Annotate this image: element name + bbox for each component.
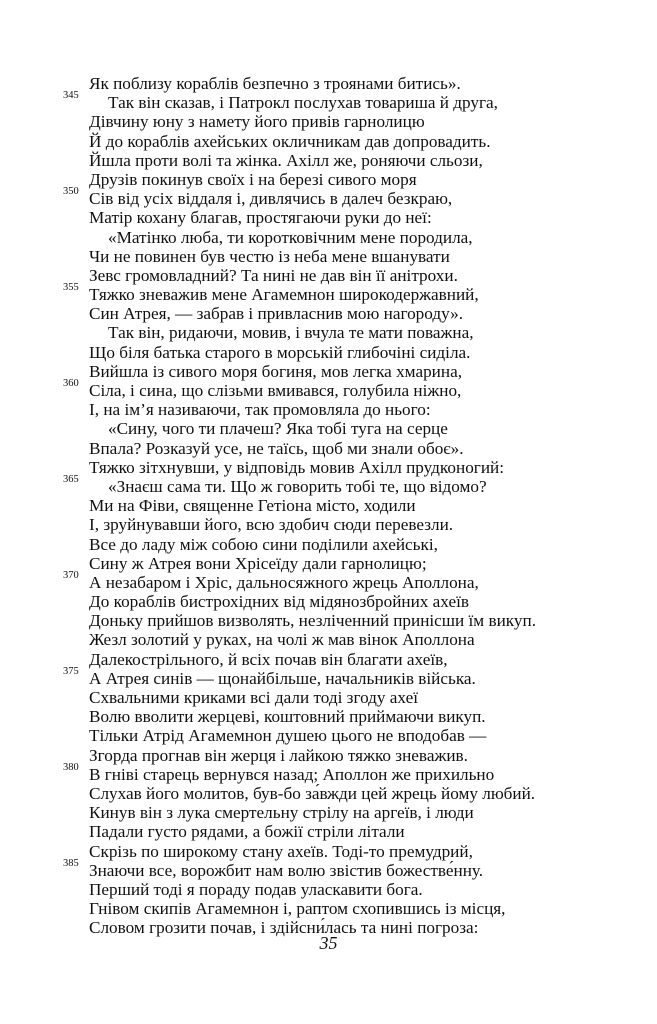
- verse-text: Все до ладу між собою сини поділили ахейські,: [89, 534, 438, 554]
- verse-line: [0, 535, 657, 554]
- verse-line: [0, 151, 657, 170]
- verse-text: Й до кораблів ахейських окличникам дав допровадить.: [89, 131, 491, 151]
- line-number: 365: [63, 473, 79, 485]
- verse-line: [0, 496, 657, 515]
- verse-line: [0, 247, 657, 266]
- verse-line: [0, 822, 657, 841]
- verse-line: [0, 761, 657, 784]
- verse-line: [0, 419, 657, 438]
- verse-text: Скрізь по широкому стану ахеїв. Тоді-то премудрий,: [89, 841, 473, 861]
- verse-text: «Сину, чого ти плачеш? Яка тобі туга на серце: [108, 419, 448, 439]
- verse-line: [0, 842, 657, 861]
- verse-line: [0, 458, 657, 477]
- verse-text: Тяжко зітхнувши, у відповідь мовив Ахілл прудконогий:: [89, 457, 505, 477]
- verse-text: Тільки Атрід Агамемнон душею цього не вподобав —: [89, 726, 487, 746]
- line-number: 350: [63, 186, 79, 198]
- verse-line: [0, 665, 657, 688]
- verse-text: Кинув він з лука смертельну стрілу на аргеїв, і люди: [89, 803, 474, 823]
- verse-line: [0, 630, 657, 649]
- verse-text: Словом грозити почав, і здійсни́лась та нині погроза:: [89, 918, 479, 938]
- verse-text: Дівчину юну з намету його привів гарнолицю: [89, 112, 425, 132]
- verse-text: Гнівом скипів Агамемнон і, раптом схопившись із місця,: [89, 899, 506, 919]
- verse-line: [0, 784, 657, 803]
- verse-text: «Знаєш сама ти. Що ж говорить тобі те, що відомо?: [108, 476, 487, 496]
- verse-text: Впала? Розказуй усе, не таїсь, щоб ми знали обоє».: [89, 438, 464, 458]
- verse-text: Йшла проти волі та жінка. Ахілл же, роняючи сльози,: [89, 150, 483, 170]
- verse-line: [0, 323, 657, 342]
- line-number: 375: [63, 665, 79, 677]
- verse-line: [0, 208, 657, 227]
- verse-line: [0, 282, 657, 305]
- verse-line: [0, 112, 657, 131]
- line-number: 380: [63, 761, 79, 773]
- verse-line: [0, 400, 657, 419]
- verse-text: Так він, ридаючи, мовив, і вчула те мати поважна,: [108, 323, 474, 343]
- verse-line: [0, 186, 657, 209]
- verse-text: Друзів покинув своїх і на березі сивого моря: [89, 169, 417, 189]
- verse-line: [0, 266, 657, 285]
- verse-text: Вийшла із сивого моря богиня, мов легка хмарина,: [89, 361, 462, 381]
- line-number: 360: [63, 378, 79, 389]
- verse-text: Падали густо рядами, а божії стріли літали: [89, 822, 405, 842]
- verse-line: [0, 228, 657, 247]
- verse-line: [0, 707, 657, 726]
- verse-text: Далекострільного, й всіх почав він благати ахеїв,: [89, 649, 448, 669]
- line-number: 385: [63, 857, 79, 869]
- verse-text: Згорда прогнав він жерця і лайкою тяжко зневажив.: [89, 745, 468, 765]
- verse-line: [0, 857, 657, 880]
- line-number: 370: [63, 569, 79, 581]
- verse-line: [0, 650, 657, 669]
- verse-line: [0, 746, 657, 765]
- verse-text: Матір кохану благав, простягаючи руки до неї:: [89, 208, 432, 228]
- verse-line: [0, 362, 657, 381]
- verse-text: Зевс громовладний? Та нині не дав він її анітрохи.: [89, 265, 458, 285]
- verse-text: А незабаром і Хріс, дальносяжного жрець Аполлона,: [89, 572, 479, 592]
- verse-line: [0, 592, 657, 611]
- verse-line: [0, 880, 657, 899]
- verse-text: Сину ж Атрея вони Хрісеїду дали гарнолицю;: [89, 553, 427, 573]
- verse-line: [0, 90, 657, 113]
- verse-text: Сіла, і сина, що слізьми вмивався, голубила ніжно,: [89, 381, 462, 400]
- verse-line: [0, 899, 657, 918]
- verse-line: [0, 439, 657, 458]
- verse-text: Тяжко зневажив мене Агамемнон широкодержавний,: [89, 285, 479, 305]
- verse-line: [0, 378, 657, 400]
- verse-line: [0, 803, 657, 822]
- verse-text: В гніві старець вернувся назад; Аполлон же прихильно: [89, 764, 495, 784]
- verse-text: Доньку прийшов визволять, незліченний принісши їм викуп.: [89, 611, 536, 631]
- verse-text: Сів від усіх віддаля і, дивлячись в далеч безкраю,: [89, 189, 453, 209]
- verse-text: Як поблизу кораблів безпечно з троянами битись».: [89, 74, 461, 93]
- verse-text: Чи не повинен був честю із неба мене вшанувати: [89, 246, 450, 266]
- verse-text: Перший тоді я пораду подав уласкавити бога.: [89, 879, 423, 899]
- verse-line: [0, 473, 657, 496]
- verse-line: [0, 726, 657, 745]
- verse-line: [0, 74, 657, 93]
- verse-line: [0, 515, 657, 534]
- verse-text: Слухав його молитов, був-бо за́вжди цей жрець йому любий.: [89, 783, 536, 803]
- verse-text: Жезл золотий у руках, на чолі ж мав вінок Аполлона: [89, 630, 475, 650]
- verse-text: Що біля батька старого в морській глибочіні сиділа.: [89, 342, 471, 362]
- verse-text: Знаючи все, ворожбит нам волю звістив божестве́нну.: [89, 860, 484, 880]
- verse-text: А Атрея синів — щонайбільше, начальників війська.: [89, 668, 476, 688]
- verse-text: Ми на Фіви, священне Гетіона місто, ходили: [89, 496, 416, 516]
- verse-line: [0, 688, 657, 707]
- verse-text: Так він сказав, і Патрокл послухав товариша й друга,: [108, 93, 498, 113]
- verse-line: [0, 304, 657, 323]
- verse-text: Схвальними криками всі дали тоді згоду ахеї: [89, 688, 418, 707]
- verse-line: [0, 132, 657, 151]
- verse-text: До кораблів бистрохідних від мідянозбройних ахеїв: [89, 592, 469, 612]
- verse-line: [0, 343, 657, 362]
- verse-text: Син Атрея, — забрав і привласнив мою нагороду».: [89, 304, 464, 324]
- line-number: 355: [63, 282, 79, 294]
- line-number: 345: [63, 90, 79, 102]
- verse-line: [0, 611, 657, 630]
- verse-text: І, на ім’я називаючи, так промовляла до нього:: [89, 400, 431, 420]
- verse-text: І, зруйнувавши його, всю здобич сюди перевезли.: [89, 515, 454, 535]
- verse-line: [0, 170, 657, 189]
- verse-text: Волю вволити жерцеві, коштовний приймаючи викуп.: [89, 707, 486, 727]
- poem-text: [0, 74, 657, 937]
- page-number: 35: [319, 933, 338, 953]
- verse-line: [0, 554, 657, 573]
- verse-line: [0, 569, 657, 592]
- verse-text: «Матінко люба, ти коротковічним мене породила,: [108, 227, 473, 247]
